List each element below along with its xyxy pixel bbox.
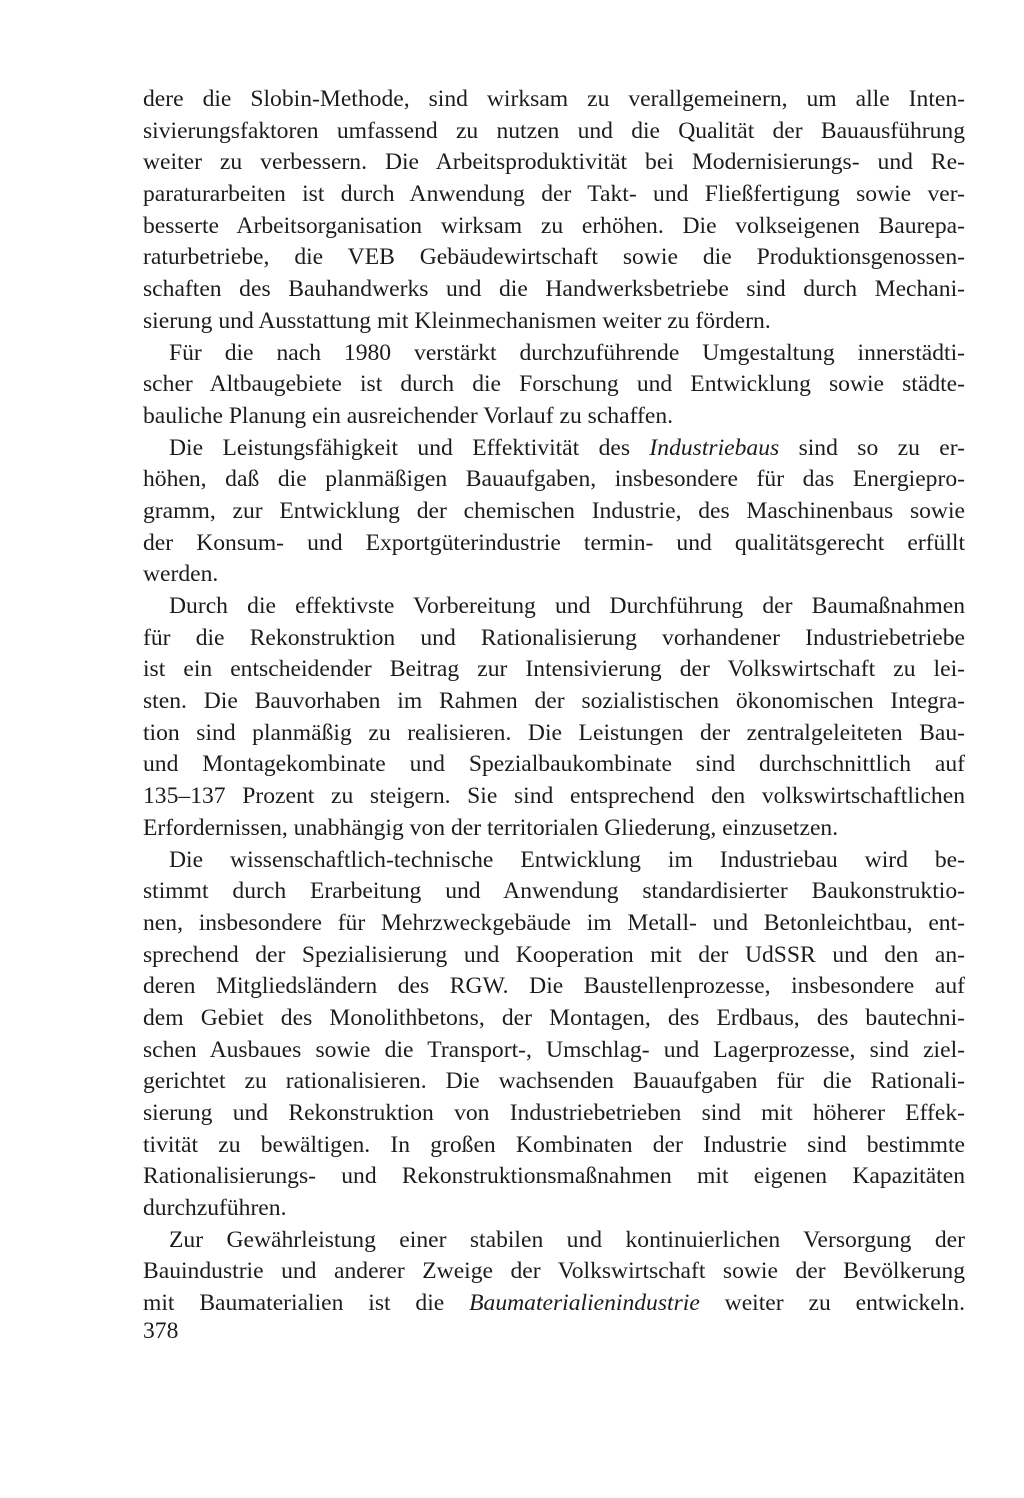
text-line: besserte Arbeitsorganisation wirksam zu erhöhen. Die volkseigenen Baurepa-	[143, 212, 965, 239]
text-line: Erfordernissen, unabhängig von der territorialen Gliederung, einzusetzen.	[143, 814, 839, 841]
text-line	[143, 1288, 965, 1320]
text-segment: mit Baumaterialien ist die	[143, 1290, 470, 1317]
text-segment: weiter zu entwickeln.	[699, 1290, 966, 1317]
text-line: schen Ausbaues sowie die Transport-, Umschlag- und Lagerprozesse, sind ziel-	[143, 1036, 965, 1063]
text-line: Für die nach 1980 verstärkt durchzuführende Umgestaltung innerstädti-	[169, 339, 965, 366]
text-line: deren Mitgliedsländern des RGW. Die Baustellenprozesse, insbesondere auf	[143, 973, 965, 1000]
text-line: sten. Die Bauvorhaben im Rahmen der sozialistischen ökonomischen Integra-	[143, 688, 965, 715]
text-line: tivität zu bewältigen. In großen Kombinaten der Industrie sind bestimmte	[143, 1131, 965, 1158]
text-line: raturbetriebe, die VEB Gebäudewirtschaft sowie die Produktionsgenossen-	[143, 244, 965, 271]
italic-term: Baumaterialienindustrie	[469, 1290, 700, 1317]
text-line: nen, insbesondere für Mehrzweckgebäude im Metall- und Betonleichtbau, ent-	[143, 909, 965, 936]
text-line: durchzuführen.	[143, 1195, 287, 1222]
text-segment: sind so zu er-	[779, 434, 965, 461]
text-line: Rationalisierungs- und Rekonstruktionsmaßnahmen mit eigenen Kapazitäten	[143, 1163, 965, 1190]
text-line: ist ein entscheidender Beitrag zur Intensivierung der Volkswirtschaft zu lei-	[143, 656, 965, 683]
text-line: 135–137 Prozent zu steigern. Sie sind entsprechend den volkswirtschaftlichen	[143, 783, 965, 810]
text-line: paraturarbeiten ist durch Anwendung der Takt- und Fließfertigung sowie ver-	[143, 181, 965, 208]
page-number: 378	[143, 1318, 179, 1344]
text-line: tion sind planmäßig zu realisieren. Die Leistungen der zentralgeleiteten Bau-	[143, 719, 965, 746]
text-line: sierung und Rekonstruktion von Industriebetrieben sind mit höherer Effek-	[143, 1100, 965, 1126]
text-line: sierung und Ausstattung mit Kleinmechanismen weiter zu fördern.	[143, 307, 771, 334]
text-line: gerichtet zu rationalisieren. Die wachsenden Bauaufgaben für die Rationali-	[143, 1068, 965, 1095]
text-line: gramm, zur Entwicklung der chemischen Industrie, des Maschinenbaus sowie	[143, 497, 965, 524]
text-line: sivierungsfaktoren umfassend zu nutzen und die Qualität der Bauausführung	[143, 117, 965, 144]
text-line: bauliche Planung ein ausreichender Vorlauf zu schaffen.	[143, 402, 674, 429]
text-line: und Montagekombinate und Spezialbaukombinate sind durchschnittlich auf	[143, 751, 965, 778]
text-line	[143, 433, 965, 465]
text-line: scher Altbaugebiete ist durch die Forschung und Entwicklung sowie städte-	[143, 371, 965, 398]
text-line: sprechend der Spezialisierung und Kooperation mit der UdSSR und den an-	[143, 941, 965, 968]
body-text	[143, 84, 965, 1320]
text-line: Bauindustrie und anderer Zweige der Volkswirtschaft sowie der Bevölkerung	[143, 1258, 965, 1285]
text-line: weiter zu verbessern. Die Arbeitsproduktivität bei Modernisierungs- und Re-	[143, 149, 965, 176]
text-line: schaften des Bauhandwerks und die Handwerksbetriebe sind durch Mechani-	[143, 276, 965, 303]
text-line: dem Gebiet des Monolithbetons, der Montagen, des Erdbaus, des bautechni-	[143, 1004, 965, 1031]
text-line: Zur Gewährleistung einer stabilen und kontinuierlichen Versorgung der	[169, 1226, 965, 1253]
text-line: der Konsum- und Exportgüterindustrie termin- und qualitätsgerecht erfüllt	[143, 529, 965, 556]
italic-term: Industriebaus	[649, 434, 780, 461]
text-line: stimmt durch Erarbeitung und Anwendung standardisierter Baukonstruktio-	[143, 878, 965, 905]
text-line: höhen, daß die planmäßigen Bauaufgaben, insbesondere für das Energiepro-	[143, 466, 965, 493]
text-segment: Die Leistungsfähigkeit und Effektivität des	[169, 434, 650, 461]
text-line: dere die Slobin-Methode, sind wirksam zu verallgemeinern, um alle Inten-	[143, 86, 965, 112]
text-line: Durch die effektivste Vorbereitung und Durchführung der Baumaßnahmen	[169, 593, 965, 619]
text-line: werden.	[143, 561, 219, 588]
text-line: Die wissenschaftlich-technische Entwicklung im Industriebau wird be-	[169, 846, 965, 873]
text-line: für die Rekonstruktion und Rationalisierung vorhandener Industriebetriebe	[143, 624, 965, 651]
